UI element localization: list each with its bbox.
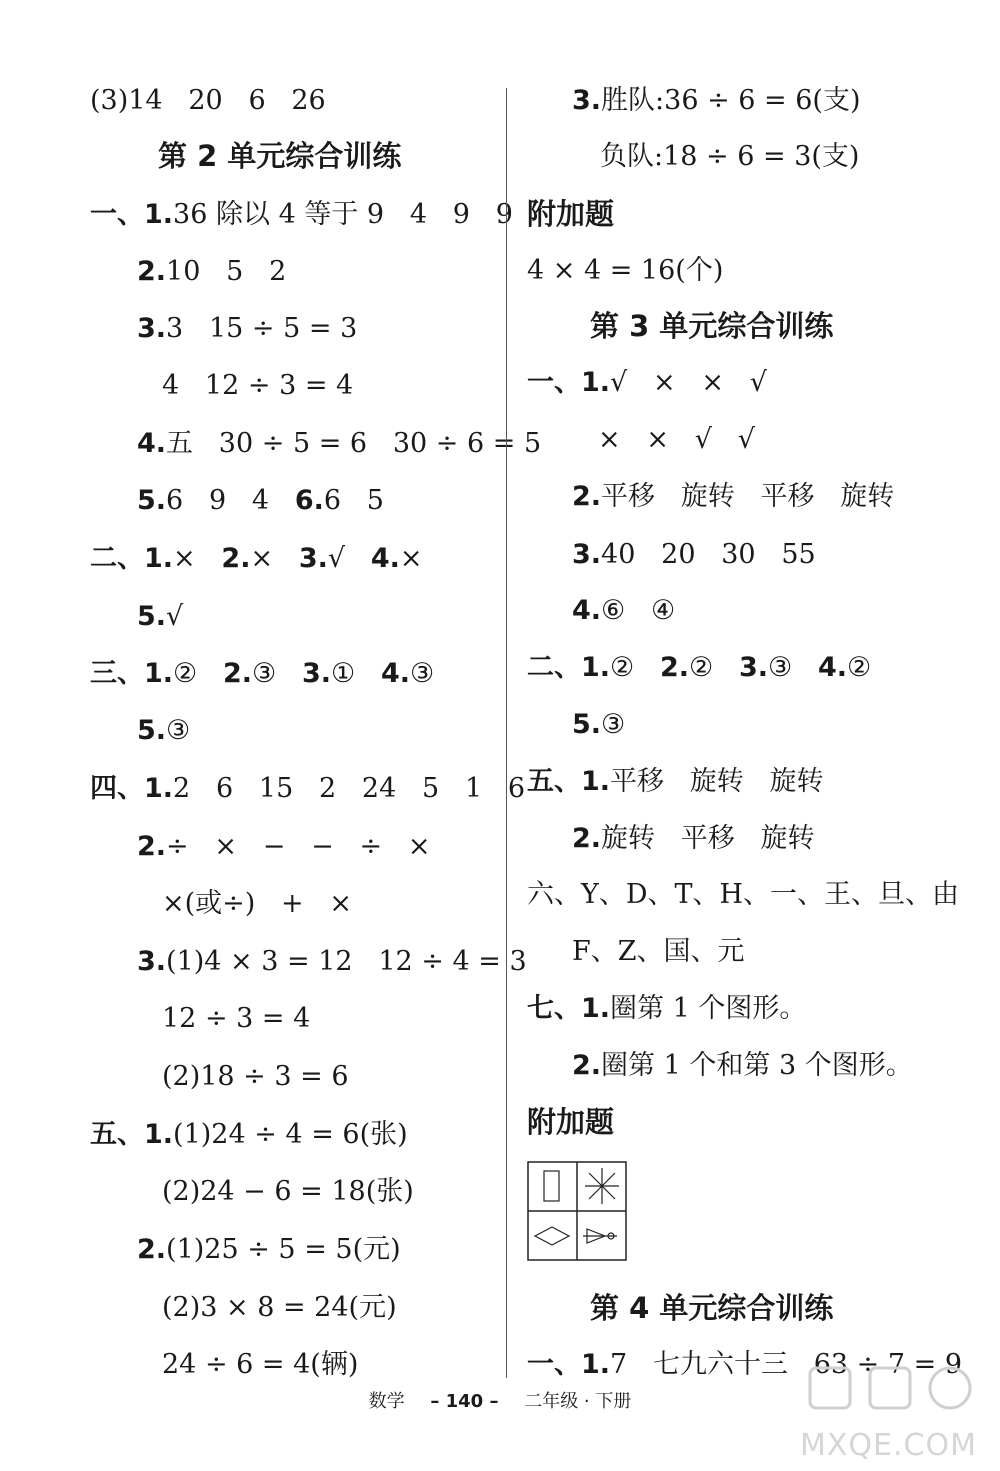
answer-line: 五、1.平移 旋转 旋转: [527, 766, 824, 797]
bonus-heading: 附加题: [527, 197, 615, 231]
answer-line: 12 ÷ 3 = 4: [162, 1003, 311, 1034]
answer-line: 5.③: [572, 709, 626, 740]
answer-line: 5.③: [137, 715, 191, 746]
answer-line: 24 ÷ 6 = 4(辆): [162, 1349, 359, 1380]
answer-line: 5.6 9 4 6.6 5: [137, 485, 384, 516]
answer-line: 3.胜队:36 ÷ 6 = 6(支): [572, 85, 861, 116]
answer-line: × × √ √: [598, 424, 755, 455]
answer-line: 一、1.7 七九六十三 63 ÷ 7 = 9: [527, 1349, 963, 1380]
answer-line: F、Z、国、元: [572, 936, 745, 967]
answer-line: 3.3 15 ÷ 5 = 3: [137, 313, 358, 344]
answer-line: ×(或÷) + ×: [162, 888, 353, 919]
answer-line: 三、1.② 2.③ 3.① 4.③: [90, 658, 435, 689]
column-divider: [506, 88, 507, 1378]
unit-2-heading: 第 2 单元综合训练: [158, 139, 402, 173]
unit-4-heading: 第 4 单元综合训练: [590, 1291, 834, 1325]
footer-subject: 数学: [368, 1391, 405, 1412]
answer-line: 2.圈第 1 个和第 3 个图形。: [572, 1050, 913, 1081]
bonus-heading: 附加题: [527, 1105, 615, 1139]
answer-line: 2.÷ × − − ÷ ×: [137, 831, 431, 862]
answer-line: (2)3 × 8 = 24(元): [162, 1292, 397, 1323]
answer-line: 2.平移 旋转 平移 旋转: [572, 481, 895, 512]
answer-line: 二、1.× 2.× 3.√ 4.×: [90, 543, 423, 574]
answer-line: 一、1.36 除以 4 等于 9 4 9 9: [90, 199, 513, 230]
answer-line: 4 × 4 = 16(个): [527, 255, 724, 286]
answer-line: 4 12 ÷ 3 = 4: [162, 370, 354, 401]
answer-line: 二、1.② 2.② 3.③ 4.②: [527, 652, 872, 683]
watermark-text: MXQE.COM: [800, 1428, 977, 1463]
answer-line: 2.10 5 2: [137, 256, 287, 287]
answer-line: 5.√: [137, 601, 184, 632]
rhombus-shape: [535, 1227, 569, 1245]
answer-line: 2.(1)25 ÷ 5 = 5(元): [137, 1234, 401, 1265]
answer-line: 五、1.(1)24 ÷ 4 = 6(张): [90, 1119, 408, 1150]
answer-line: (2)24 − 6 = 18(张): [162, 1176, 414, 1207]
answer-line: 四、1.2 6 15 2 24 5 1 6: [90, 773, 526, 804]
answer-line: 4.五 30 ÷ 5 = 6 30 ÷ 6 = 5: [137, 428, 542, 459]
answer-line: 3.(1)4 × 3 = 12 12 ÷ 4 = 3: [137, 946, 527, 977]
shapes-figure: [527, 1161, 627, 1261]
page-number: – 140 –: [430, 1391, 499, 1412]
asterisk-shape: [585, 1168, 619, 1204]
footer-grade: 二年级 · 下册: [524, 1391, 632, 1412]
answer-line: 七、1.圈第 1 个图形。: [527, 993, 807, 1024]
answer-line: 2.旋转 平移 旋转: [572, 823, 815, 854]
answer-line: 六、Y、D、T、H、一、王、旦、由: [527, 879, 960, 910]
arrow-shape: [583, 1229, 617, 1243]
unit-3-heading: 第 3 单元综合训练: [590, 309, 834, 343]
answer-line: 4.⑥ ④: [572, 595, 676, 626]
answer-line: (2)18 ÷ 3 = 6: [162, 1061, 349, 1092]
answer-line: 一、1.√ × × √: [527, 367, 767, 398]
answer-line: 3.40 20 30 55: [572, 539, 816, 570]
answer-line: (3)14 20 6 26: [90, 85, 326, 116]
rectangle-shape: [544, 1171, 559, 1201]
answer-line: 负队:18 ÷ 6 = 3(支): [600, 141, 860, 172]
